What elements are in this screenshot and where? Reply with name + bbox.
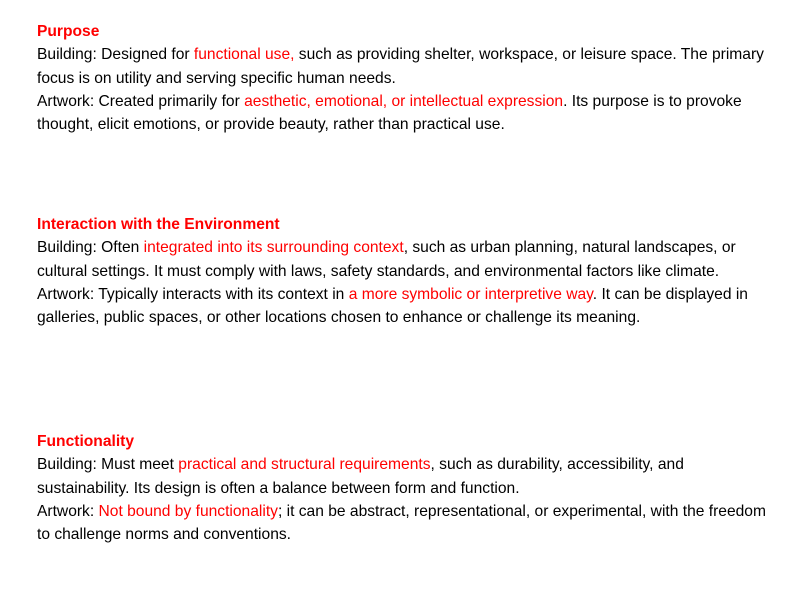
artwork-text-rest: . It can be displayed in galleries, public spaces, or other locations chosen to enhance or challenge its meaning. (37, 285, 748, 327)
building-paragraph (37, 453, 767, 500)
artwork-highlight: a more symbolic or interpretive way (348, 285, 593, 303)
artwork-paragraph (37, 500, 767, 547)
building-text-rest: , such as urban planning, natural landscapes, or cultural settings. It must comply with laws, safety standards, and environmental factors like climate. (37, 239, 736, 280)
section-heading: Functionality (37, 433, 135, 450)
building-text: Building: Must meet (37, 456, 179, 474)
artwork-paragraph (37, 283, 767, 330)
artwork-text: Artwork: (37, 502, 99, 520)
building-paragraph (37, 43, 767, 90)
artwork-text: Artwork: Created primarily for (37, 92, 245, 110)
artwork-text: Artwork: Typically interacts with its context in (37, 285, 349, 303)
building-highlight: functional use, (193, 46, 295, 64)
section-interaction (37, 213, 767, 329)
artwork-paragraph (37, 90, 767, 137)
artwork-text-rest: ; it can be abstract, representational, or experimental, with the freedom to challenge norms and conventions. (37, 502, 766, 544)
building-text: Building: Designed for (37, 46, 194, 64)
building-text-rest: , such as durability, accessibility, and sustainability. Its design is often a balance between form and function. (37, 456, 684, 497)
artwork-text-rest: . Its purpose is to provoke thought, elicit emotions, or provide beauty, rather than practical use. (37, 92, 742, 134)
artwork-highlight: aesthetic, emotional, or intellectual expression (244, 92, 564, 110)
building-highlight: practical and structural requirements (178, 456, 431, 474)
section-heading: Interaction with the Environment (37, 216, 280, 233)
building-paragraph (37, 236, 767, 283)
section-heading: Purpose (37, 23, 100, 40)
building-text-rest: such as providing shelter, workspace, or leisure space. The primary focus is on utility and serving specific human needs. (37, 46, 764, 87)
artwork-highlight: Not bound by functionality (98, 502, 278, 520)
building-text: Building: Often (37, 239, 144, 257)
building-highlight: integrated into its surrounding context (143, 239, 404, 257)
section-purpose (37, 20, 767, 136)
section-functionality (37, 430, 767, 546)
